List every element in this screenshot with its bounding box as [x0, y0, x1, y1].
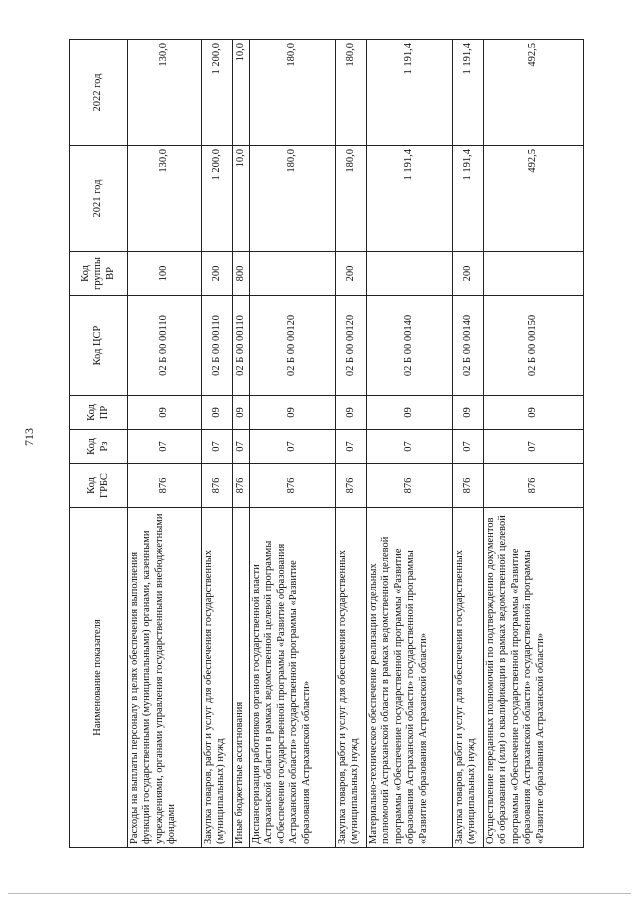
cell-2021-amount: 10,0: [233, 146, 250, 252]
table-row: [233, 40, 250, 848]
cell-2022-amount: 180,0: [336, 40, 367, 146]
cell-2022-amount: 1 200,0: [202, 40, 233, 146]
table-row: [336, 40, 367, 848]
cell-grbs-code: 876: [233, 464, 250, 508]
cell-2021-amount: 1 200,0: [202, 146, 233, 252]
cell-2021-amount: 180,0: [250, 146, 336, 252]
cell-indicator-name: Закупка товаров, работ и услуг для обеспечения государственных (муниципальных) нужд: [202, 508, 233, 848]
cell-csr-code: 02 Б 00 00150: [484, 296, 584, 396]
header-rz-code: Код Рз: [70, 430, 128, 464]
table-row: [128, 40, 202, 848]
cell-rz-code: 07: [367, 430, 453, 464]
cell-pr-code: 09: [453, 396, 484, 430]
cell-indicator-name: Закупка товаров, работ и услуг для обеспечения государственных (муниципальных) нужд: [336, 508, 367, 848]
cell-pr-code: 09: [128, 396, 202, 430]
cell-2022-amount: 180,0: [250, 40, 336, 146]
cell-pr-code: 09: [233, 396, 250, 430]
cell-csr-code: 02 Б 00 00110: [233, 296, 250, 396]
cell-pr-code: 09: [336, 396, 367, 430]
cell-csr-code: 02 Б 00 00110: [128, 296, 202, 396]
cell-2021-amount: 1 191,4: [453, 146, 484, 252]
cell-vr-group-code: 200: [202, 252, 233, 296]
cell-rz-code: 07: [202, 430, 233, 464]
cell-rz-code: 07: [484, 430, 584, 464]
table-row: [484, 40, 584, 848]
cell-csr-code: 02 Б 00 00110: [202, 296, 233, 396]
cell-grbs-code: 876: [484, 464, 584, 508]
cell-pr-code: 09: [367, 396, 453, 430]
cell-rz-code: 07: [233, 430, 250, 464]
cell-vr-group-code: 200: [336, 252, 367, 296]
header-grbs-code: Код ГРБС: [70, 464, 128, 508]
cell-2021-amount: 130,0: [128, 146, 202, 252]
header-pr-code: Код ПР: [70, 396, 128, 430]
cell-2021-amount: 1 191,4: [367, 146, 453, 252]
header-vr-group-code: Код группы ВР: [70, 252, 128, 296]
header-year-2021: 2021 год: [70, 146, 128, 252]
cell-vr-group-code: 200: [453, 252, 484, 296]
cell-indicator-name: Закупка товаров, работ и услуг для обеспечения государственных (муниципальных) нужд: [453, 508, 484, 848]
cell-vr-group-code: 100: [128, 252, 202, 296]
cell-rz-code: 07: [250, 430, 336, 464]
cell-grbs-code: 876: [367, 464, 453, 508]
cell-grbs-code: 876: [202, 464, 233, 508]
cell-grbs-code: 876: [336, 464, 367, 508]
cell-2022-amount: 130,0: [128, 40, 202, 146]
cell-2022-amount: 10,0: [233, 40, 250, 146]
cell-csr-code: 02 Б 00 00120: [336, 296, 367, 396]
cell-grbs-code: 876: [453, 464, 484, 508]
cell-csr-code: 02 Б 00 00140: [453, 296, 484, 396]
cell-rz-code: 07: [453, 430, 484, 464]
cell-pr-code: 09: [250, 396, 336, 430]
header-csr-code: Код ЦСР: [70, 296, 128, 396]
budget-table-container: [69, 40, 583, 848]
cell-2022-amount: 492,5: [484, 40, 584, 146]
budget-table: [69, 39, 584, 848]
cell-rz-code: 07: [128, 430, 202, 464]
table-header-row: [70, 40, 128, 848]
cell-indicator-name: Расходы на выплаты персоналу в целях обеспечения выполнения функций государственными (муниципальными) органами, казенными учреждениями, органами управления государственными внебюджетными фондами: [128, 508, 202, 848]
table-row: [250, 40, 336, 848]
page-bottom-rule: [8, 893, 631, 894]
cell-csr-code: 02 Б 00 00120: [250, 296, 336, 396]
table-row: [453, 40, 484, 848]
cell-indicator-name: Материально-техническое обеспечение реализации отдельных полномочий Астраханской области в рамках ведомственной целевой программы «Обеспечение государственной программы «Развитие образования Астраханской области» государственной программы «Развитие образования Астраханской области»: [367, 508, 453, 848]
header-year-2022: 2022 год: [70, 40, 128, 146]
cell-indicator-name: Диспансеризация работников органов государственной власти Астраханской области в рамках ведомственной целевой программы «Обеспечение государственной программы «Развитие образования Астраханской области» государственной программы «Развитие образования Астраханской области»: [250, 508, 336, 848]
cell-csr-code: 02 Б 00 00140: [367, 296, 453, 396]
cell-grbs-code: 876: [128, 464, 202, 508]
page-number: 713: [22, 428, 36, 446]
cell-2022-amount: 1 191,4: [453, 40, 484, 146]
cell-rz-code: 07: [336, 430, 367, 464]
cell-pr-code: 09: [202, 396, 233, 430]
table-row: [367, 40, 453, 848]
cell-indicator-name: Иные бюджетные ассигнования: [233, 508, 250, 848]
header-indicator-name: Наименование показателя: [70, 508, 128, 848]
cell-indicator-name: Осуществление переданных полномочий по подтверждению документов об образовании и (или) о квалификации в рамках ведомственной целевой программы «Обеспечение государственной программы «Развитие образования Астраханской области» государственной программы «Развитие образования Астраханской области»: [484, 508, 584, 848]
cell-2021-amount: 180,0: [336, 146, 367, 252]
cell-grbs-code: 876: [250, 464, 336, 508]
cell-2021-amount: 492,5: [484, 146, 584, 252]
cell-vr-group-code: 800: [233, 252, 250, 296]
cell-pr-code: 09: [484, 396, 584, 430]
cell-vr-group-code: [250, 252, 336, 296]
cell-2022-amount: 1 191,4: [367, 40, 453, 146]
cell-vr-group-code: [367, 252, 453, 296]
table-row: [202, 40, 233, 848]
cell-vr-group-code: [484, 252, 584, 296]
